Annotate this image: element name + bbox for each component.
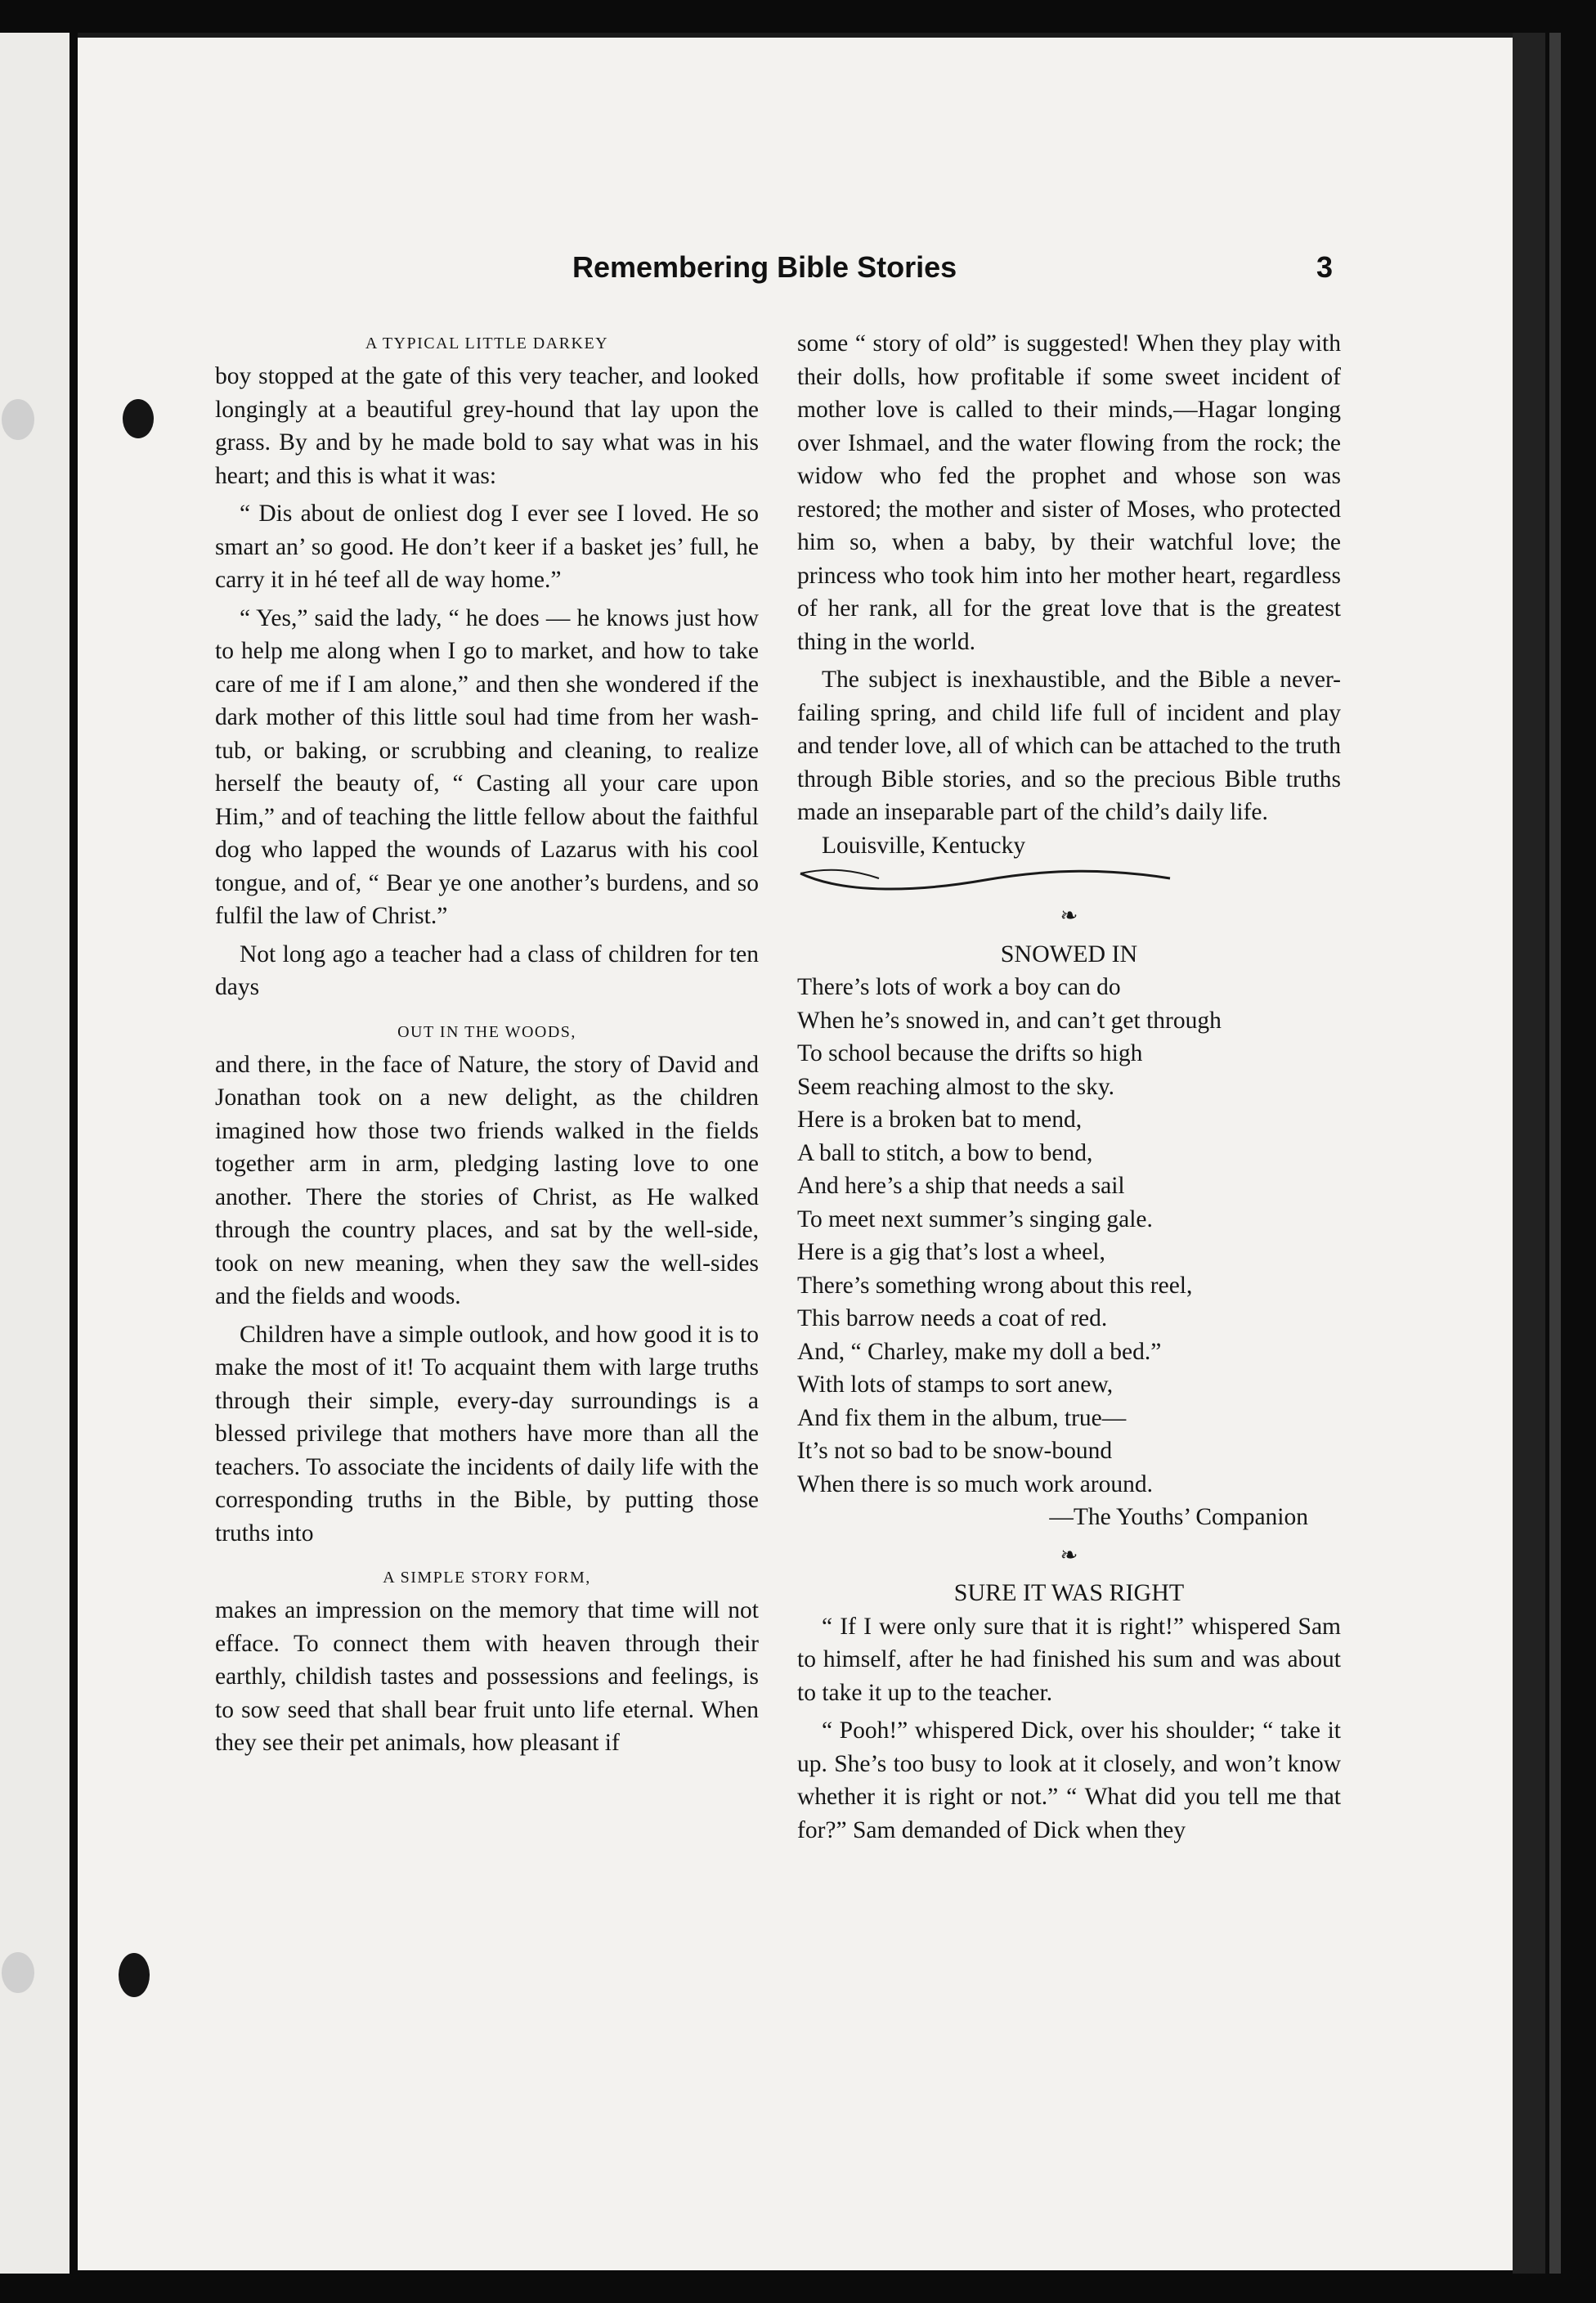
paragraph: makes an impression on the memory that time will not efface. To connect them with heaven through their earthly, childish tastes and possessions and feelings, is to sow seed that shall bear fruit unto life eternal. When they see their pet animals, how pleasant if bbox=[215, 1597, 759, 1756]
poem-line: When he’s snowed in, and can’t get through bbox=[797, 1007, 1222, 1034]
right-column bbox=[797, 327, 1341, 1847]
place-signature: Louisville, Kentucky bbox=[822, 832, 1026, 859]
paragraph: some “ story of old” is suggested! When they play with their dolls, how profitable if some sweet incident of mother love is called to their minds,—Hagar longing over Ishmael, and the water flowing from the rock; the widow who fed the prophet and whose son was restored; the mother and sister of Moses, who protected him so, when a baby, by their watchful love; the princess who took him into her mother heart, regardless of her rank, all for the great love that is the greatest thing in the world. bbox=[797, 330, 1341, 655]
fleuron-ornament: ❧ bbox=[1060, 904, 1078, 927]
paragraph: Children have a simple outlook, and how good it is to make the most of it! To acquaint them with large truths through their simple, every-day surroundings is a blessed privilege that mothers have more than all the teachers. To associate the incidents of daily life with the corresponding truths in the Bible, by putting those truths into bbox=[215, 1321, 759, 1547]
poem-line: To meet next summer’s singing gale. bbox=[797, 1205, 1153, 1232]
paragraph: Not long ago a teacher had a class of children for ten days bbox=[215, 941, 759, 1000]
paragraph: “ Pooh!” whispered Dick, over his shoulder; “ take it up. She’s too busy to look at it closely, and won’t know whether it is right or not.” “ What did you tell me that for?” Sam demanded of Dick when they bbox=[797, 1717, 1341, 1843]
punch-hole bbox=[2, 399, 34, 440]
page-header bbox=[548, 250, 1333, 291]
poem-line: To school because the drifts so high bbox=[797, 1040, 1143, 1066]
punch-hole bbox=[119, 1953, 150, 1997]
fleuron-ornament: ❧ bbox=[1060, 1542, 1078, 1567]
story-title: SURE IT WAS RIGHT bbox=[953, 1579, 1185, 1606]
poem-title: SNOWED IN bbox=[1000, 940, 1138, 967]
poem-line: It’s not so bad to be snow-bound bbox=[797, 1438, 1113, 1464]
section-subhead: A TYPICAL LITTLE DARKEY bbox=[365, 334, 609, 352]
left-column bbox=[215, 327, 759, 1760]
punch-hole bbox=[123, 399, 154, 438]
running-title: Remembering Bible Stories bbox=[572, 250, 957, 284]
poem-line: When there is so much work around. bbox=[797, 1470, 1154, 1497]
adjacent-page-edge bbox=[0, 33, 69, 2274]
punch-hole bbox=[2, 1952, 34, 1993]
paragraph: and there, in the face of Nature, the story of David and Jonathan took on a new delight, as the children imagined how those two friends walked in the fields together arm in arm, pledging lasting love to one another. There the stories of Christ, as He walked through the country places, and sat by the well-side, took on new meaning, when they saw the well-sides and the fields and woods. bbox=[215, 1051, 759, 1309]
book-edge bbox=[1549, 33, 1561, 2274]
paragraph: boy stopped at the gate of this very teacher, and looked longingly at a beautiful grey-hound that lay upon the grass. By and by he made bold to say what was in his heart; and this is what it was: bbox=[215, 363, 759, 489]
paragraph: “ Yes,” said the lady, “ he does — he knows just how to help me along when I go to market, and how to take care of me if I am alone,” and then she wondered if the dark mother of this little soul had time from her wash-tub, or baking, or scrubbing and cleaning, to realize herself the beauty of, “ Casting all your care upon Him,” and of teaching the little fellow about the faithful dog who lapped the wounds of Lazarus with his cool tongue, and of, “ Bear ye one another’s burdens, and so fulfil the law of Christ.” bbox=[215, 604, 759, 929]
poem-line: And fix them in the album, true— bbox=[797, 1404, 1127, 1431]
poem-line: Here is a broken bat to mend, bbox=[797, 1107, 1083, 1133]
book-edge bbox=[1513, 33, 1545, 2274]
paragraph: “ Dis about de onliest dog I ever see I loved. He so smart an’ so good. He don’t keer if a basket jes’ full, he carry it in hé teef all de way home.” bbox=[215, 501, 759, 593]
section-subhead: A SIMPLE STORY FORM, bbox=[383, 1569, 591, 1587]
flourish-ornament bbox=[797, 862, 1173, 895]
poem-line: And, “ Charley, make my doll a bed.” bbox=[797, 1338, 1162, 1365]
poem-line: Seem reaching almost to the sky. bbox=[797, 1073, 1115, 1100]
poem-line: There’s something wrong about this reel, bbox=[797, 1272, 1193, 1299]
poem-line: And here’s a ship that needs a sail bbox=[797, 1173, 1125, 1199]
poem bbox=[797, 971, 1341, 1501]
page-number: 3 bbox=[1316, 250, 1333, 284]
paragraph: “ If I were only sure that it is right!” whispered Sam to himself, after he had finished his sum and was about to take it up to the teacher. bbox=[797, 1613, 1341, 1706]
paragraph: The subject is inexhaustible, and the Bible a never-failing spring, and child life full of incident and play and tender love, all of which can be attached to the truth through Bible stories, and so the precious Bible truths made an inseparable part of the child’s daily life. bbox=[797, 667, 1341, 825]
poem-line: Here is a gig that’s lost a wheel, bbox=[797, 1239, 1105, 1265]
poem-attribution: —The Youths’ Companion bbox=[1049, 1504, 1308, 1530]
poem-line: This barrow needs a coat of red. bbox=[797, 1305, 1108, 1331]
section-subhead: OUT IN THE WOODS, bbox=[397, 1022, 576, 1041]
poem-line: There’s lots of work a boy can do bbox=[797, 974, 1121, 1000]
poem-line: With lots of stamps to sort anew, bbox=[797, 1371, 1114, 1398]
poem-line: A ball to stitch, a bow to bend, bbox=[797, 1139, 1093, 1166]
